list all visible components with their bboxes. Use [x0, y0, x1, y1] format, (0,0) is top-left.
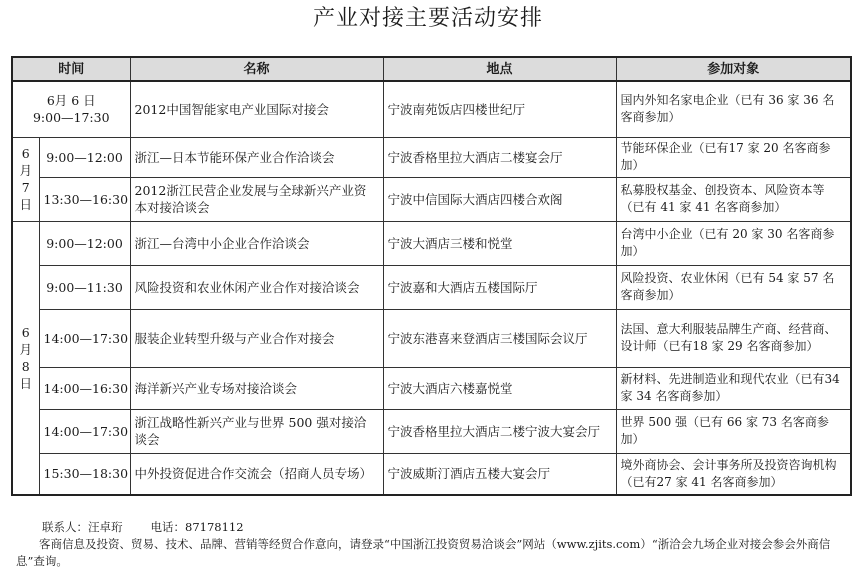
- audience-cell: 新材料、先进制造业和现代农业（已有34 家 34 名客商参加）: [616, 367, 851, 409]
- location-cell: 宁波大酒店六楼嘉悦堂: [383, 367, 616, 409]
- location-cell: 宁波大酒店三楼和悦堂: [383, 221, 616, 265]
- table-row: [12, 453, 851, 495]
- footer-note: 客商信息及投资、贸易、技术、品牌、营销等经贸合作意向，请登录“中国浙江投资贸易洽谈会”网站（www.zjits.com）“浙洽会九场企业对接会参会外商信息”查询。: [16, 537, 831, 568]
- date-text: 6 月 8 日: [19, 324, 32, 391]
- audience-cell: 节能环保企业（已有17 家 20 名客商参加）: [616, 137, 851, 177]
- time-cell: 13:30—16:30: [39, 177, 130, 221]
- time-cell: 9:00—12:00: [39, 221, 130, 265]
- location-cell: 宁波中信国际大酒店四楼合欢阁: [383, 177, 616, 221]
- time-text: 6月 6 日 9:00—17:30: [32, 93, 110, 126]
- contact-phone: 电话：87178112: [150, 520, 244, 534]
- page-title: 产业对接主要活动安排: [312, 6, 543, 31]
- date-cell-june-7: [12, 137, 39, 221]
- footer: [16, 519, 846, 570]
- time-cell: 15:30—18:30: [39, 453, 130, 495]
- location-cell: 宁波香格里拉大酒店二楼宁波大宴会厅: [383, 409, 616, 453]
- location-cell: 宁波威斯汀酒店五楼大宴会厅: [383, 453, 616, 495]
- schedule-table: [11, 56, 852, 496]
- table-row: [12, 81, 851, 137]
- location-cell: 宁波南苑饭店四楼世纪厅: [383, 81, 616, 137]
- contact-person: 联系人：汪卓珩: [42, 520, 123, 534]
- time-cell: 14:00—17:30: [39, 309, 130, 367]
- audience-cell: 境外商协会、会计事务所及投资咨询机构（已有27 家 41 名客商参加）: [616, 453, 851, 495]
- audience-cell: 台湾中小企业（已有 20 家 30 名客商参加）: [616, 221, 851, 265]
- location-cell: 宁波香格里拉大酒店二楼宴会厅: [383, 137, 616, 177]
- table-row: [12, 221, 851, 265]
- name-cell: 浙江—日本节能环保产业合作洽谈会: [130, 137, 383, 177]
- name-cell: 浙江战略性新兴产业与世界 500 强对接洽谈会: [130, 409, 383, 453]
- audience-cell: 私募股权基金、创投资本、风险资本等（已有 41 家 41 名客商参加）: [616, 177, 851, 221]
- date-text: 6 月 7 日: [19, 146, 32, 212]
- table-row: [12, 265, 851, 309]
- audience-cell: 法国、意大利服装品牌生产商、经营商、设计师（已有18 家 29 名客商参加）: [616, 309, 851, 367]
- audience-cell: 世界 500 强（已有 66 家 73 名客商参加）: [616, 409, 851, 453]
- header-location: 地点: [383, 57, 616, 81]
- table-row: [12, 309, 851, 367]
- header-time: 时间: [12, 57, 130, 81]
- name-cell: 服装企业转型升级与产业合作对接会: [130, 309, 383, 367]
- time-cell: [12, 81, 130, 137]
- location-cell: 宁波嘉和大酒店五楼国际厅: [383, 265, 616, 309]
- header-name: 名称: [130, 57, 383, 81]
- name-cell: 中外投资促进合作交流会（招商人员专场）: [130, 453, 383, 495]
- time-cell: 9:00—11:30: [39, 265, 130, 309]
- audience-cell: 国内外知名家电企业（已有 36 家 36 名客商参加）: [616, 81, 851, 137]
- location-cell: 宁波东港喜来登酒店三楼国际会议厅: [383, 309, 616, 367]
- audience-cell: 风险投资、农业休闲（已有 54 家 57 名客商参加）: [616, 265, 851, 309]
- time-cell: 14:00—17:30: [39, 409, 130, 453]
- name-cell: 浙江—台湾中小企业合作洽谈会: [130, 221, 383, 265]
- name-cell: 风险投资和农业休闲产业合作对接洽谈会: [130, 265, 383, 309]
- name-cell: 2012中国智能家电产业国际对接会: [130, 81, 383, 137]
- header-row: [12, 57, 851, 81]
- time-cell: 14:00—16:30: [39, 367, 130, 409]
- table-row: [12, 137, 851, 177]
- table-row: [12, 367, 851, 409]
- date-cell-june-8: [12, 221, 39, 495]
- time-cell: 9:00—12:00: [39, 137, 130, 177]
- table-row: [12, 177, 851, 221]
- contact-line: [16, 519, 846, 536]
- header-audience: 参加对象: [616, 57, 851, 81]
- name-cell: 海洋新兴产业专场对接洽谈会: [130, 367, 383, 409]
- table-row: [12, 409, 851, 453]
- name-cell: 2012浙江民营企业发展与全球新兴产业资本对接洽谈会: [130, 177, 383, 221]
